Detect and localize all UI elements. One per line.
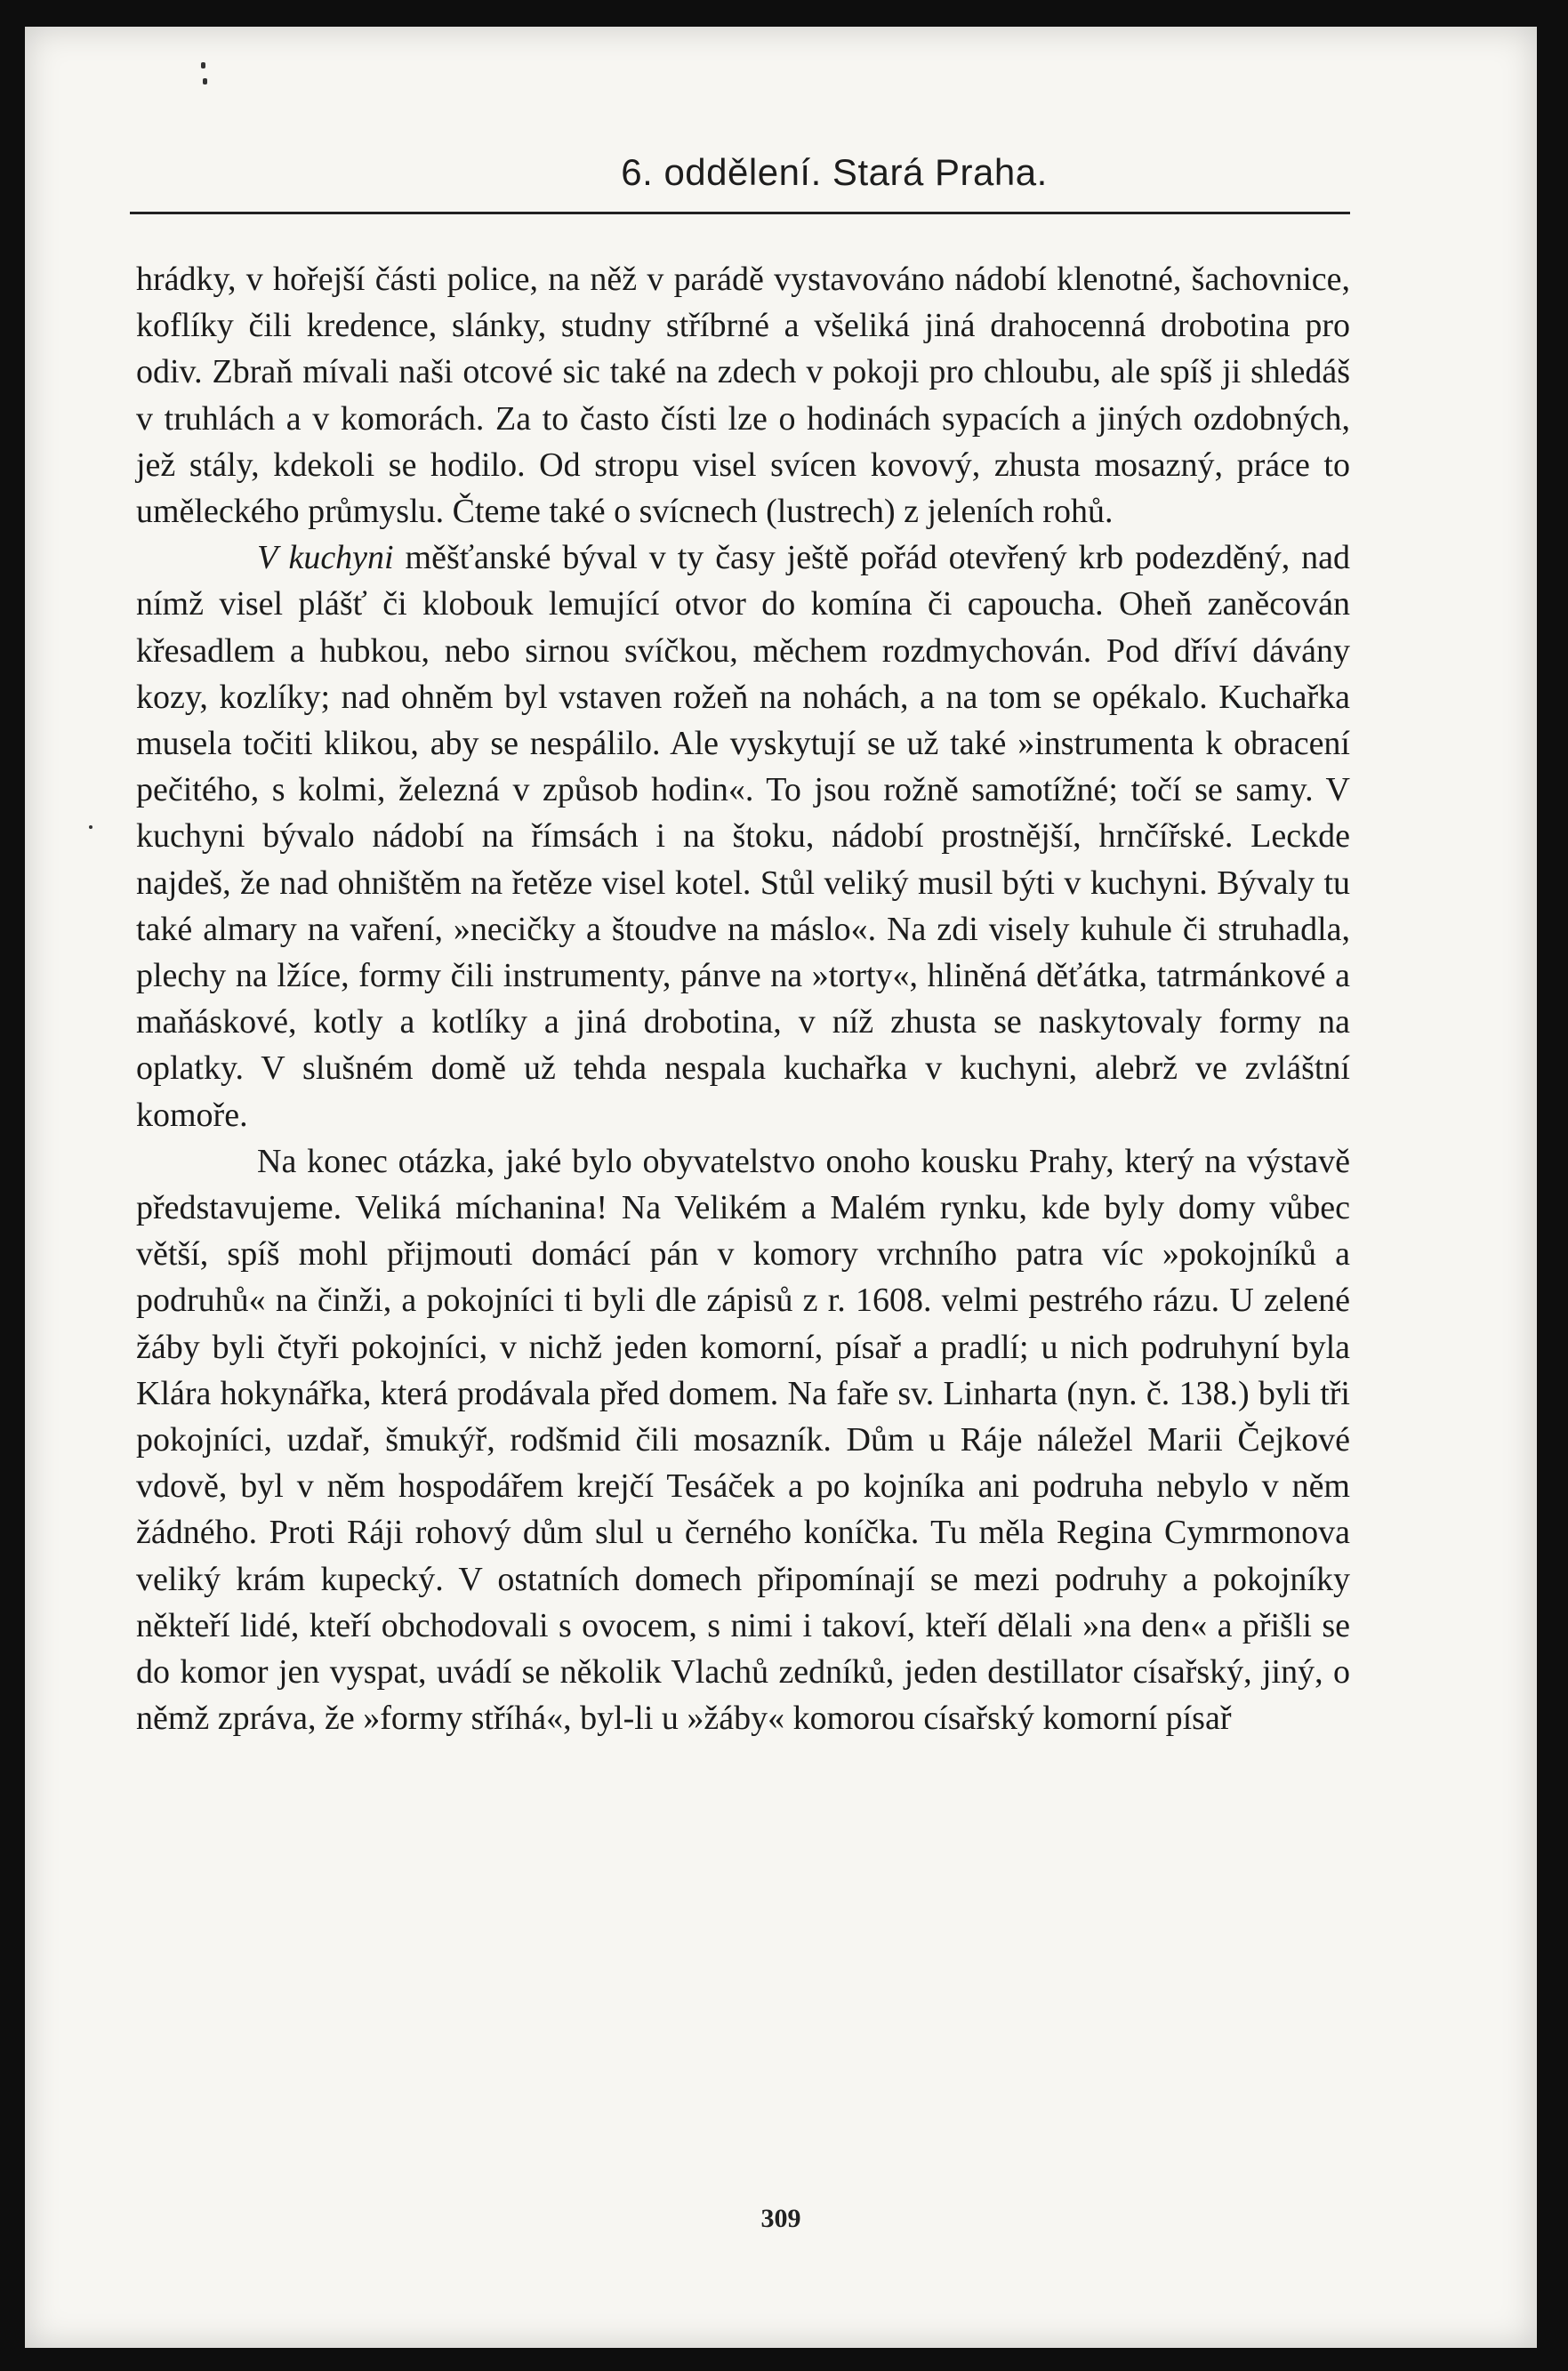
page-number: 309 [760, 2204, 801, 2233]
header-title: 6. oddělení. Stará Praha. [621, 151, 1048, 193]
paragraph-kitchen-text: měšťanské býval v ty časy ještě pořád otevřený krb podezděný, nad nímž visel plášť či klobouk lemující otvor do komína či capoucha. Oheň zaněcován křesadlem a hubkou, nebo sirnou svíčkou, měchem rozdmychován. Pod dříví dávány kozy, kozlíky; nad ohněm byl vstaven rožeň na nohách, a na tom se opékalo. Kuchařka musela točiti klikou, aby se nespálilo. Ale vyskytují se už také »instrumenta k obracení pečitého, s kolmi, železná v způsob hodin«. To jsou rožně samotížné; točí se samy. V kuchyni bývalo nádobí na římsách i na štoku, nádobí prostnější, hrnčířské. Leckde najdeš, že nad ohništěm na řetěze visel kotel. Stůl veliký musil býti v kuchyni. Bývaly tu také almary na vaření, »necičky a štoudve na máslo«. Na zdi visely kuhule či struhadla, plechy na lžíce, formy čili instrumenty, pánve na »torty«, hliněná děťátka, tatrmánkové a maňáskové, kotly a kotlíky a jiná drobotina, v níž zhusta se naskytovaly formy na oplatky. V slušném domě už tehda nespala kuchařka v kuchyni, alebrž ve zvláštní komoře. [136, 539, 1350, 1134]
book-page [25, 27, 1537, 2348]
paragraph-lead-italic: V kuchyni [257, 539, 394, 577]
paragraph-continuation: hrádky, v hořejší části police, na něž v parádě vystavováno nádobí klenotné, šachovnice, koflíky čili kredence, slánky, studny stříbrné a všeliká jiná drahocenná drobotina pro odiv. Zbraň mívali naši otcové sic také na zdech v pokoji pro chloubu, ale spíš ji shledáš v truhlách a v komorách. Za to často čísti lze o hodinách sypacích a jiných ozdobných, jež stály, kdekoli se hodilo. Od stropu visel svícen kovový, zhusta mosazný, práce to uměleckého průmyslu. Čteme také o svícnech (lustrech) z jeleních rohů. [136, 261, 1350, 531]
header-rule [130, 212, 1350, 214]
scan-speck [201, 62, 205, 68]
page-body [136, 256, 1350, 1742]
paragraph-inhabitants: Na konec otázka, jaké bylo obyvatelstvo onoho kousku Prahy, který na výstavě představujeme. Veliká míchanina! Na Velikém a Malém rynku, kde byly domy vůbec větší, spíš mohl přijmouti domácí pán v komory vrchního patra víc »pokojníků a podruhů« na činži, a pokojníci ti byli dle zápisů z r. 1608. velmi pestrého rázu. U zelené žáby byli čtyři pokojníci, v nichž jeden komorní, písař a pradlí; u nich podruhyní byla Klára hokynářka, která prodávala před domem. Na faře sv. Linharta (nyn. č. 138.) byli tři pokojníci, uzdař, šmukýř, rodšmid čili mosazník. Dům u Ráje náležel Marii Čejkové vdově, byl v něm hospodářem krejčí Tesáček a po kojníka ani podruha nebylo v něm žádného. Proti Ráji rohový dům slul u černého koníčka. Tu měla Regina Cymrmonova veliký krám kupecký. V ostatních domech připomínají se mezi podruhy a pokojníky někteří lidé, kteří obchodovali s ovocem, s nimi i takoví, kteří dělali »na den« a přišli se do komor jen vyspat, uvádí se několik Vlachů zedníků, jeden destillator císařský, jiný, o němž zpráva, že »formy stříhá«, byl-li u »žáby« komorou císařský komorní písař [136, 1142, 1350, 1738]
paragraph-kitchen [136, 534, 1350, 1138]
scan-speck [89, 825, 92, 829]
scan-speck [203, 78, 207, 84]
running-header [25, 151, 1537, 194]
